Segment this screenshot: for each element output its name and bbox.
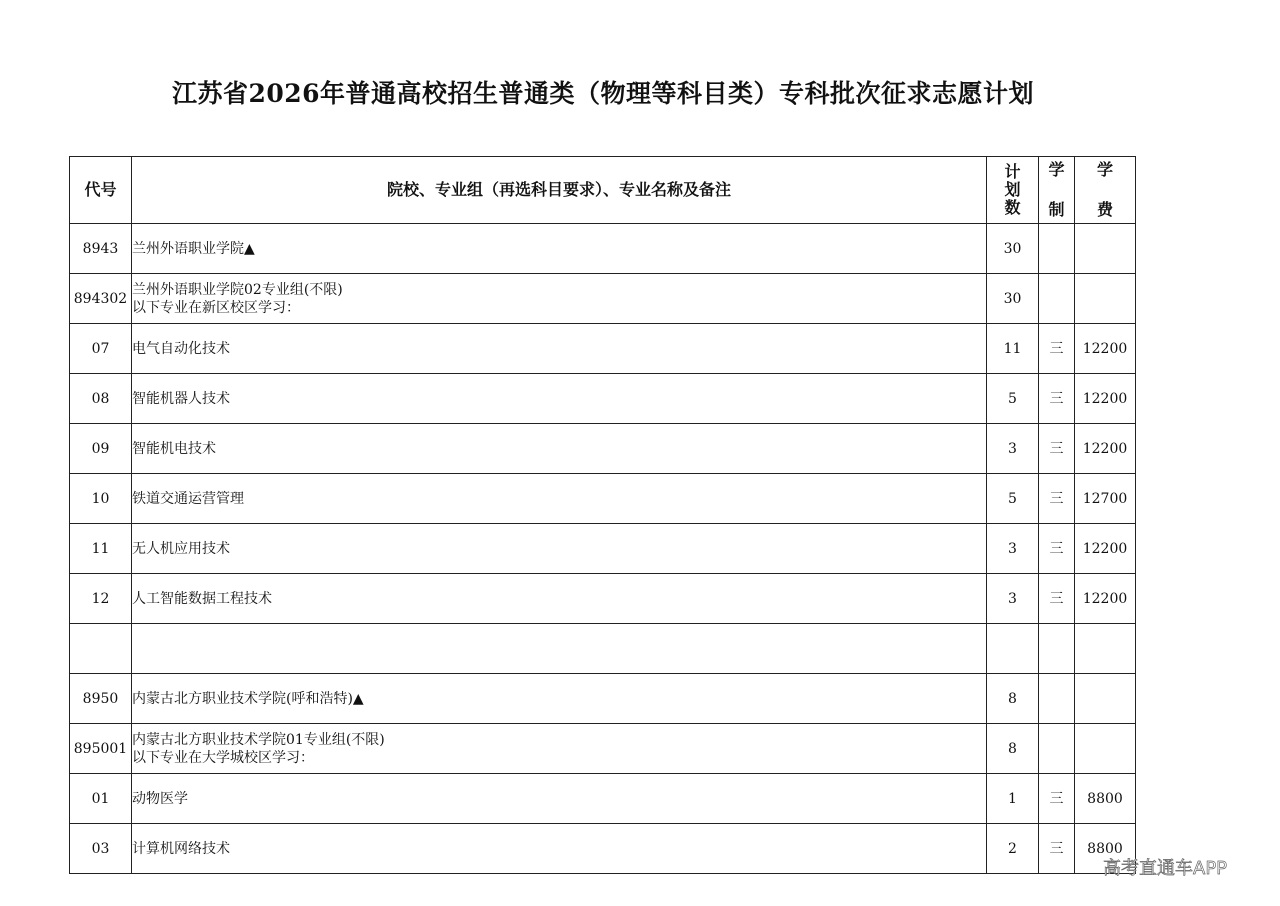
table-row xyxy=(70,424,1136,474)
table-row xyxy=(70,724,1136,774)
cell-name-line: 电气自动化技术 xyxy=(132,340,230,357)
cell-plan: 30 xyxy=(987,224,1039,274)
cell-name-line: 计算机网络技术 xyxy=(132,840,230,857)
cell-length: 三 xyxy=(1039,474,1075,524)
cell-fee: 8800 xyxy=(1075,824,1136,874)
cell-length xyxy=(1039,724,1075,774)
cell-code: 10 xyxy=(70,474,132,524)
cell-length xyxy=(1039,274,1075,324)
cell-name xyxy=(132,474,987,524)
table-row xyxy=(70,824,1136,874)
cell-length xyxy=(1039,674,1075,724)
table-row xyxy=(70,774,1136,824)
cell-code: 8950 xyxy=(70,674,132,724)
cell-name-line: 铁道交通运营管理 xyxy=(132,490,244,507)
cell-plan: 5 xyxy=(987,374,1039,424)
cell-name xyxy=(132,374,987,424)
cell-fee: 8800 xyxy=(1075,774,1136,824)
cell-name-line: 兰州外语职业学院02专业组(不限) xyxy=(132,281,343,298)
cell-length: 三 xyxy=(1039,424,1075,474)
cell-fee xyxy=(1075,724,1136,774)
cell-fee: 12200 xyxy=(1075,424,1136,474)
cell-fee: 12700 xyxy=(1075,474,1136,524)
cell-fee xyxy=(1075,624,1136,674)
column-header-plan xyxy=(987,157,1039,224)
table-body xyxy=(70,224,1136,874)
cell-plan: 2 xyxy=(987,824,1039,874)
cell-code: 08 xyxy=(70,374,132,424)
table-row xyxy=(70,574,1136,624)
admission-plan-table xyxy=(69,156,1136,874)
cell-fee: 12200 xyxy=(1075,324,1136,374)
cell-name xyxy=(132,424,987,474)
cell-name xyxy=(132,274,987,324)
cell-code: 895001 xyxy=(70,724,132,774)
cell-name-line: 以下专业在新区校区学习： xyxy=(132,299,300,316)
column-header-length-char: 学 xyxy=(1048,160,1065,179)
table-row xyxy=(70,674,1136,724)
column-header-fee-char: 费 xyxy=(1096,200,1113,219)
cell-code: 8943 xyxy=(70,224,132,274)
cell-code: 894302 xyxy=(70,274,132,324)
cell-name-line: 兰州外语职业学院▲ xyxy=(132,240,255,257)
cell-name-line: 无人机应用技术 xyxy=(132,540,230,557)
cell-name xyxy=(132,624,987,674)
cell-code: 09 xyxy=(70,424,132,474)
cell-name xyxy=(132,724,987,774)
cell-name xyxy=(132,824,987,874)
cell-name-line: 人工智能数据工程技术 xyxy=(132,590,272,607)
cell-code: 11 xyxy=(70,524,132,574)
cell-fee xyxy=(1075,674,1136,724)
cell-plan: 8 xyxy=(987,674,1039,724)
cell-name xyxy=(132,224,987,274)
cell-code: 12 xyxy=(70,574,132,624)
column-header-length-char: 制 xyxy=(1048,200,1065,219)
cell-length: 三 xyxy=(1039,774,1075,824)
table-row xyxy=(70,624,1136,674)
cell-length: 三 xyxy=(1039,824,1075,874)
cell-plan: 5 xyxy=(987,474,1039,524)
column-header-fee-char: 学 xyxy=(1096,160,1113,179)
column-header-plan-char: 划 xyxy=(1004,180,1021,199)
cell-fee: 12200 xyxy=(1075,574,1136,624)
column-header-plan-char: 数 xyxy=(1004,198,1021,217)
table-header-row xyxy=(70,157,1136,224)
column-header-length xyxy=(1039,157,1075,224)
cell-fee: 12200 xyxy=(1075,524,1136,574)
table-row xyxy=(70,374,1136,424)
cell-plan: 3 xyxy=(987,424,1039,474)
cell-plan: 11 xyxy=(987,324,1039,374)
table-row xyxy=(70,524,1136,574)
table-row xyxy=(70,324,1136,374)
column-header-fee xyxy=(1075,157,1136,224)
watermark-logo-text: 高考直通车APP xyxy=(1103,858,1228,879)
table-row xyxy=(70,474,1136,524)
cell-name xyxy=(132,324,987,374)
cell-name-line: 内蒙古北方职业技术学院(呼和浩特)▲ xyxy=(132,690,364,707)
cell-name-line: 动物医学 xyxy=(132,790,188,807)
cell-fee xyxy=(1075,274,1136,324)
cell-name xyxy=(132,674,987,724)
cell-name-line: 内蒙古北方职业技术学院01专业组(不限) xyxy=(132,731,385,748)
cell-length: 三 xyxy=(1039,374,1075,424)
cell-plan xyxy=(987,624,1039,674)
page-title: 江苏省2026年普通高校招生普通类（物理等科目类）专科批次征求志愿计划 xyxy=(171,79,1035,108)
cell-length xyxy=(1039,224,1075,274)
cell-plan: 8 xyxy=(987,724,1039,774)
cell-fee: 12200 xyxy=(1075,374,1136,424)
cell-length: 三 xyxy=(1039,574,1075,624)
cell-code: 07 xyxy=(70,324,132,374)
cell-name xyxy=(132,524,987,574)
column-header-name: 院校、专业组（再选科目要求）、专业名称及备注 xyxy=(132,157,987,224)
table-row xyxy=(70,224,1136,274)
table-row xyxy=(70,274,1136,324)
cell-name-line: 智能机器人技术 xyxy=(132,390,230,407)
cell-name xyxy=(132,574,987,624)
cell-name xyxy=(132,774,987,824)
cell-name-line: 以下专业在大学城校区学习： xyxy=(132,749,314,766)
cell-code: 03 xyxy=(70,824,132,874)
cell-code: 01 xyxy=(70,774,132,824)
cell-plan: 3 xyxy=(987,524,1039,574)
cell-length: 三 xyxy=(1039,524,1075,574)
cell-code xyxy=(70,624,132,674)
cell-fee xyxy=(1075,224,1136,274)
cell-name-line: 智能机电技术 xyxy=(132,440,216,457)
column-header-code: 代号 xyxy=(70,157,132,224)
column-header-plan-char: 计 xyxy=(1004,162,1021,181)
cell-plan: 3 xyxy=(987,574,1039,624)
cell-length xyxy=(1039,624,1075,674)
cell-plan: 30 xyxy=(987,274,1039,324)
cell-length: 三 xyxy=(1039,324,1075,374)
cell-plan: 1 xyxy=(987,774,1039,824)
